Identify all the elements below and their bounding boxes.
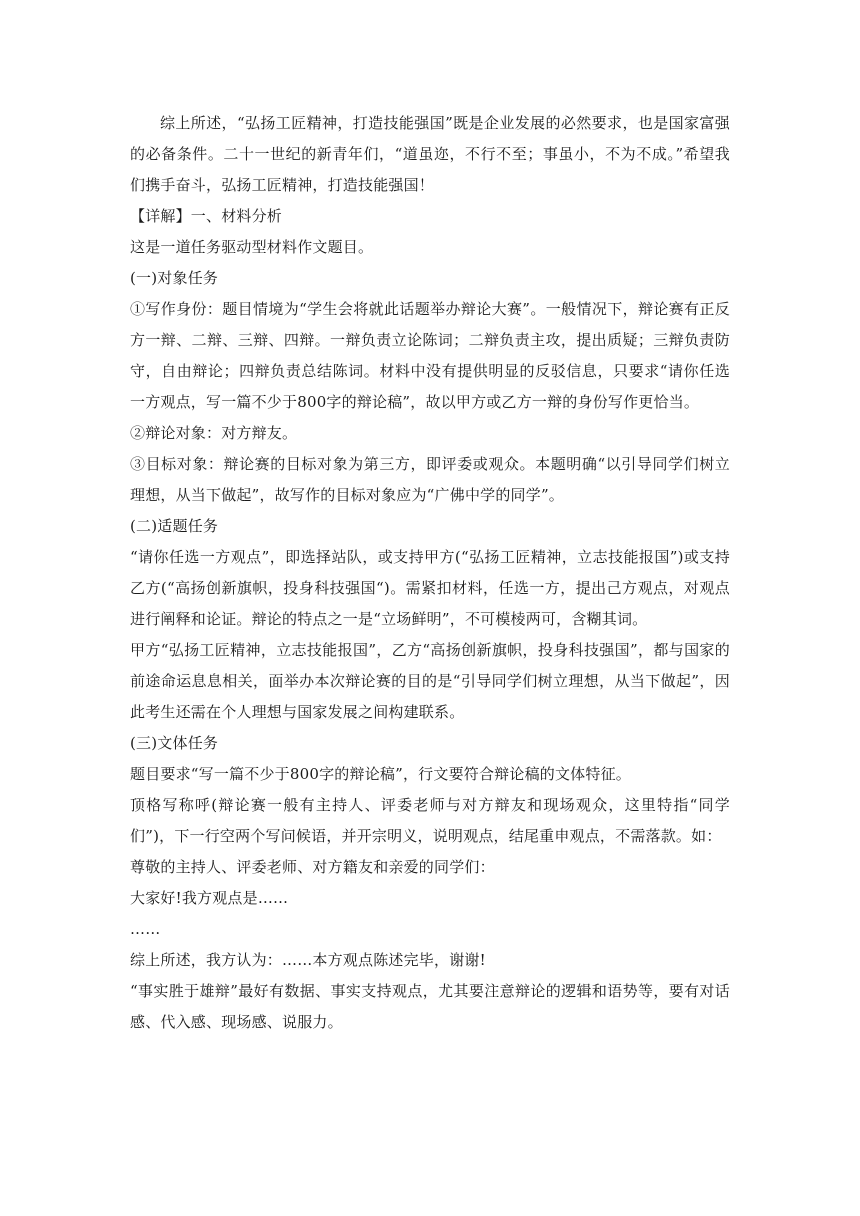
body-paragraph: ①写作身份：题目情境为“学生会将就此话题举办辩论大赛”。一般情况下，辩论赛有正反方一辩、二辩、三辩、四辩。一辩负责立论陈词；二辩负责主攻，提出质疑；三辩负责防守，自由辩论；四辩负责总结陈词。材料中没有提供明显的反驳信息，只要求“请你任选一方观点，写一篇不少于800字的辩论稿”，故以甲方或乙方一辩的身份写作更恰当。 (130, 300, 730, 411)
section-heading: (一)对象任务 (130, 269, 219, 287)
body-paragraph: 题目要求“写一篇不少于800字的辩论稿”，行文要符合辩论稿的文体特征。 (130, 765, 631, 783)
document-body (130, 108, 730, 1038)
section-heading: (二)适题任务 (130, 517, 219, 535)
section-heading: (三)文体任务 (130, 734, 219, 752)
body-paragraph: 这是一道任务驱动型材料作文题目。 (130, 238, 374, 256)
example-line: …… (130, 920, 161, 938)
conclusion-paragraph: 综上所述，“弘扬工匠精神，打造技能强国”既是企业发展的必然要求，也是国家富强的必备条件。二十一世纪的新青年们，“道虽迩，不行不至；事虽小，不为不成。”希望我们携手奋斗，弘扬工匠精神，打造技能强国！ (130, 114, 730, 194)
explanation-heading: 【详解】一、材料分析 (130, 207, 283, 225)
body-paragraph: “请你任选一方观点”，即选择站队，或支持甲方(“弘扬工匠精神，立志技能报国”)或支持乙方(“高扬创新旗帜，投身科技强国“)。需紧扣材料，任选一方，提出己方观点，对观点进行阐释和论证。辩论的特点之一是“立场鲜明”，不可模棱两可，含糊其词。 (130, 548, 730, 628)
body-paragraph: “事实胜于雄辩”最好有数据、事实支持观点，尤其要注意辩论的逻辑和语势等，要有对话感、代入感、现场感、说服力。 (130, 982, 730, 1031)
example-line: 综上所述，我方认为：……本方观点陈述完毕，谢谢! (130, 951, 486, 969)
body-paragraph: 顶格写称呼(辩论赛一般有主持人、评委老师与对方辩友和现场观众，这里特指“同学们”)，下一行空两个写问候语，并开宗明义，说明观点，结尾重申观点，不需落款。如： (130, 796, 730, 845)
body-paragraph: ③目标对象：辩论赛的目标对象为第三方，即评委或观众。本题明确“以引导同学们树立理想，从当下做起”，故写作的目标对象应为“广佛中学的同学”。 (130, 455, 730, 504)
example-line: 大家好!我方观点是…… (130, 889, 289, 907)
body-paragraph: 甲方“弘扬工匠精神，立志技能报国”，乙方“高扬创新旗帜，投身科技强国”，都与国家的前途命运息息相关，面举办本次辩论赛的目的是“引导同学们树立理想，从当下做起”，因此考生还需在个人理想与国家发展之间构建联系。 (130, 641, 730, 721)
body-paragraph: ②辩论对象：对方辩友。 (130, 424, 298, 442)
example-line: 尊敬的主持人、评委老师、对方籍友和亲爱的同学们： (130, 858, 495, 876)
